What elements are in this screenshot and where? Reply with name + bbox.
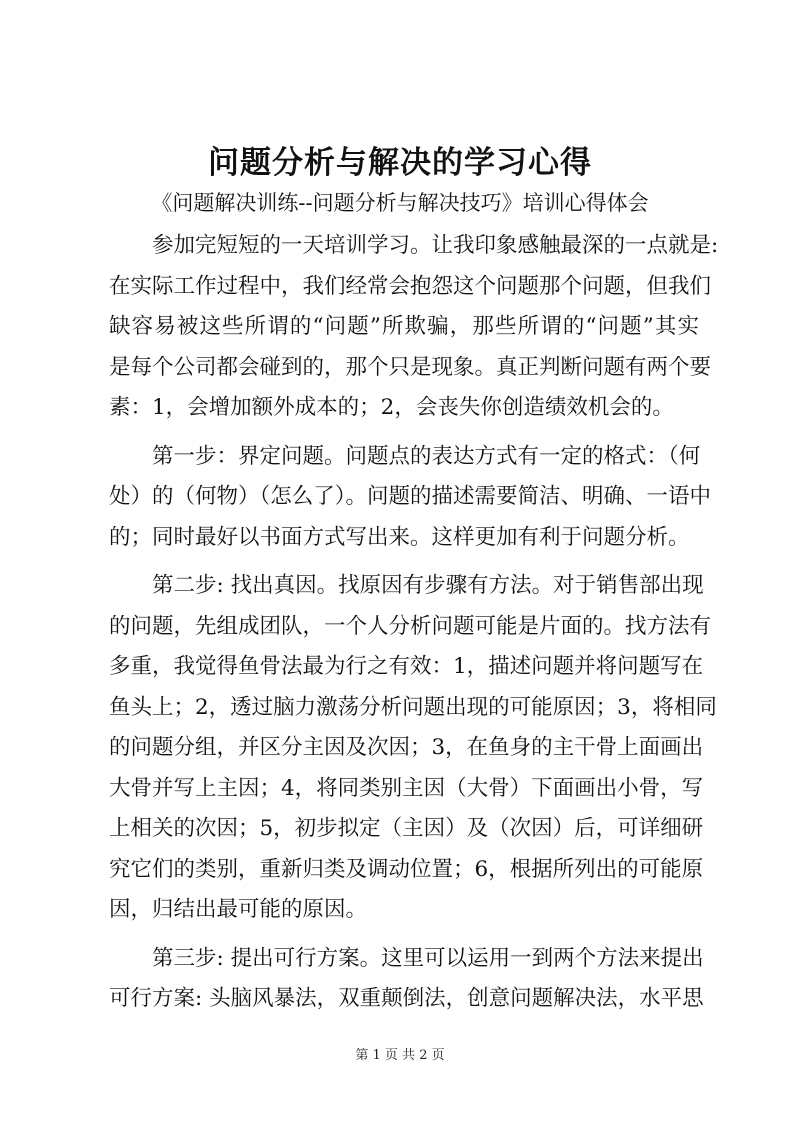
- text-line: 多重，我觉得鱼骨法最为行之有效：1，描述问题并将问题写在: [109, 654, 704, 679]
- text-line: 第一步：界定问题。问题点的表达方式有一定的格式：（何: [152, 443, 701, 469]
- document-title: 问题分析与解决的学习心得: [208, 145, 592, 181]
- document-subtitle: 《问题解决训练--问题分析与解决技巧》培训心得体会: [151, 191, 649, 215]
- text-line: 的问题，先组成团队，一个人分析问题可能是片面的。找方法有: [109, 613, 712, 639]
- text-line: 的问题分组，并区分主因及次因；3，在鱼身的主干骨上面画出: [109, 735, 704, 760]
- text-line: 上相关的次因；5，初步拟定（主因）及（次因）后，可详细研: [109, 816, 704, 841]
- text-line: 究它们的类别，重新归类及调动位置；6，根据所列出的可能原: [109, 856, 704, 882]
- paragraph-step-3: [109, 939, 704, 1020]
- text-line: 第三步: 提出可行方案。这里可以运用一到两个方法来提出: [152, 945, 704, 971]
- text-line: 参加完短短的一天培训学习。让我印象感触最深的一点就是:: [152, 233, 719, 258]
- document-body: [109, 226, 719, 1020]
- text-line: 缺容易被这些所谓的“问题”所欺骗，那些所谓的“问题”其实: [109, 314, 699, 339]
- text-line: 因，归结出最可能的原因。: [109, 897, 368, 922]
- paragraph-step-2: [109, 566, 717, 931]
- text-line: 鱼头上；2，透过脑力激荡分析问题出现的可能原因；3，将相同: [109, 694, 717, 720]
- text-line: 的；同时最好以书面方式写出来。这样更加有利于问题分析。: [109, 524, 690, 550]
- text-line: 处）的（何物）（怎么了）。问题的描述需要简洁、明确、一语中: [109, 484, 712, 509]
- text-line: 大骨并写上主因；4，将同类别主因（大骨）下面画出小骨，写: [109, 775, 704, 801]
- paragraph-step-1: [109, 437, 712, 559]
- page-number: 第 1 页 共 2 页: [355, 1048, 445, 1063]
- text-line: 在实际工作过程中，我们经常会抱怨这个问题那个问题，但我们: [109, 273, 712, 299]
- text-line: 可行方案: 头脑风暴法，双重颠倒法，创意问题解决法，水平思: [109, 986, 704, 1011]
- text-line: 第二步: 找出真因。找原因有步骤有方法。对于销售部出现: [152, 573, 704, 598]
- text-line: 是每个公司都会碰到的，那个只是现象。真正判断问题有两个要: [109, 354, 712, 380]
- text-line: 素：1，会增加额外成本的；2，会丧失你创造绩效机会的。: [109, 395, 674, 420]
- paragraph-intro: [109, 226, 719, 429]
